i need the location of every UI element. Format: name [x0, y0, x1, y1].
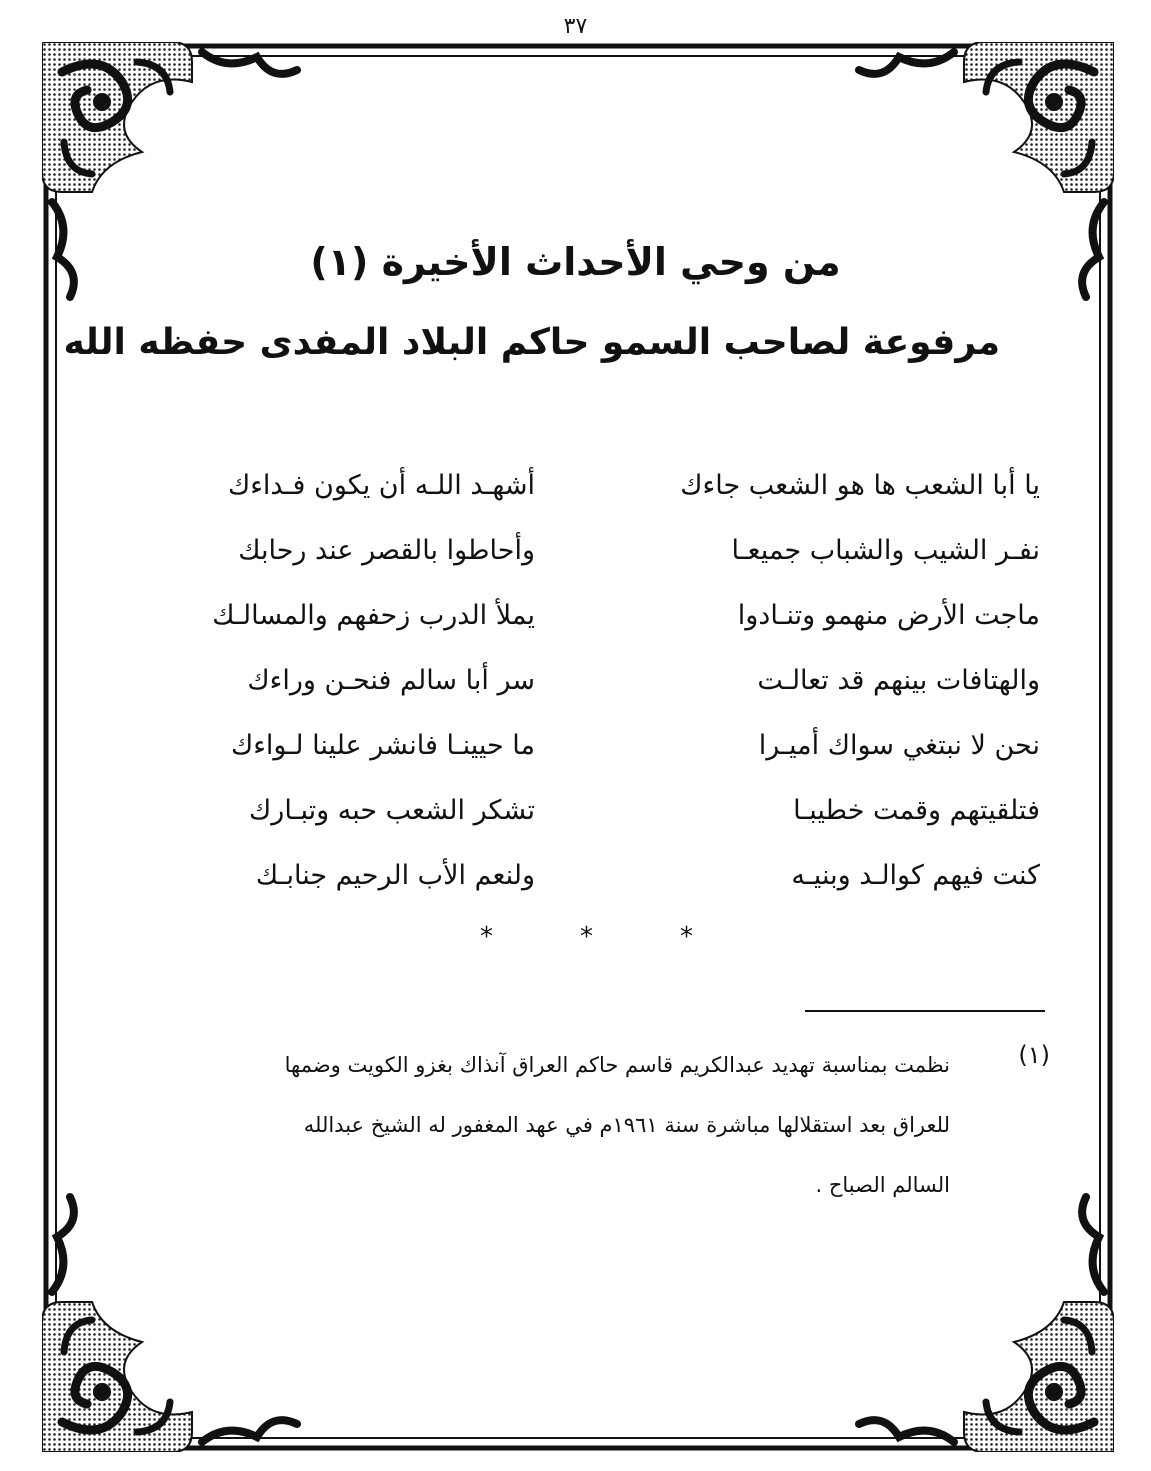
- separator-star: *: [580, 922, 593, 952]
- footnote-text: [120, 1035, 950, 1215]
- poem-verse: [120, 730, 1040, 795]
- footnote-line: نظمت بمناسبة تهديد عبدالكريم قاسم حاكم العراق آنذاك بغزو الكويت وضمها: [284, 1053, 950, 1077]
- poem-verse: [120, 470, 1040, 535]
- verse-first-hemistich: كنت فيهم كوالـد وبنيـه: [791, 860, 1040, 891]
- footnote-divider: [805, 1010, 1045, 1012]
- poem-verse: [120, 665, 1040, 730]
- poem-verse: [120, 600, 1040, 665]
- poem-verse: [120, 860, 1040, 925]
- poem-verse: [120, 535, 1040, 600]
- verse-first-hemistich: ماجت الأرض منهمو وتنـادوا: [737, 600, 1040, 631]
- page-number: ٣٧: [563, 14, 588, 39]
- verse-first-hemistich: نحن لا نبتغي سواك أميـرا: [758, 730, 1040, 761]
- footnote-line: للعراق بعد استقلالها مباشرة سنة ١٩٦١م في عهد المغفور له الشيخ عبدالله: [303, 1113, 950, 1137]
- separator-star: *: [480, 922, 493, 952]
- verse-first-hemistich: فتلقيتهم وقمت خطيبـا: [793, 795, 1040, 826]
- footnote-line: السالم الصباح .: [815, 1173, 950, 1197]
- verse-second-hemistich: يملأ الدرب زحفهم والمسالـك: [212, 600, 535, 631]
- separator-star: *: [680, 922, 693, 952]
- verse-first-hemistich: والهتافات بينهم قد تعالـت: [757, 665, 1040, 696]
- verse-second-hemistich: وأحاطوا بالقصر عند رحابك: [238, 535, 535, 566]
- page-title: من وحي الأحداث الأخيرة (١): [310, 240, 841, 284]
- poem: [120, 470, 1040, 925]
- verse-second-hemistich: ما حيينـا فانشر علينا لـواءك: [230, 730, 535, 761]
- verse-first-hemistich: يا أبا الشعب ها هو الشعب جاءك: [680, 470, 1040, 501]
- verse-second-hemistich: أشهـد اللـه أن يكون فـداءك: [227, 470, 535, 501]
- footnote-marker: (١): [1018, 1041, 1050, 1069]
- verse-second-hemistich: تشكر الشعب حبه وتبـارك: [249, 795, 535, 826]
- page-subtitle: مرفوعة لصاحب السمو حاكم البلاد المفدى حفظه الله: [63, 322, 1000, 363]
- poem-verse: [120, 795, 1040, 860]
- section-separator: [440, 922, 740, 952]
- verse-second-hemistich: سر أبا سالم فنحـن وراءك: [247, 665, 535, 696]
- verse-second-hemistich: ولنعم الأب الرحيم جنابـك: [255, 860, 535, 891]
- verse-first-hemistich: نفـر الشيب والشباب جميعـا: [731, 535, 1040, 566]
